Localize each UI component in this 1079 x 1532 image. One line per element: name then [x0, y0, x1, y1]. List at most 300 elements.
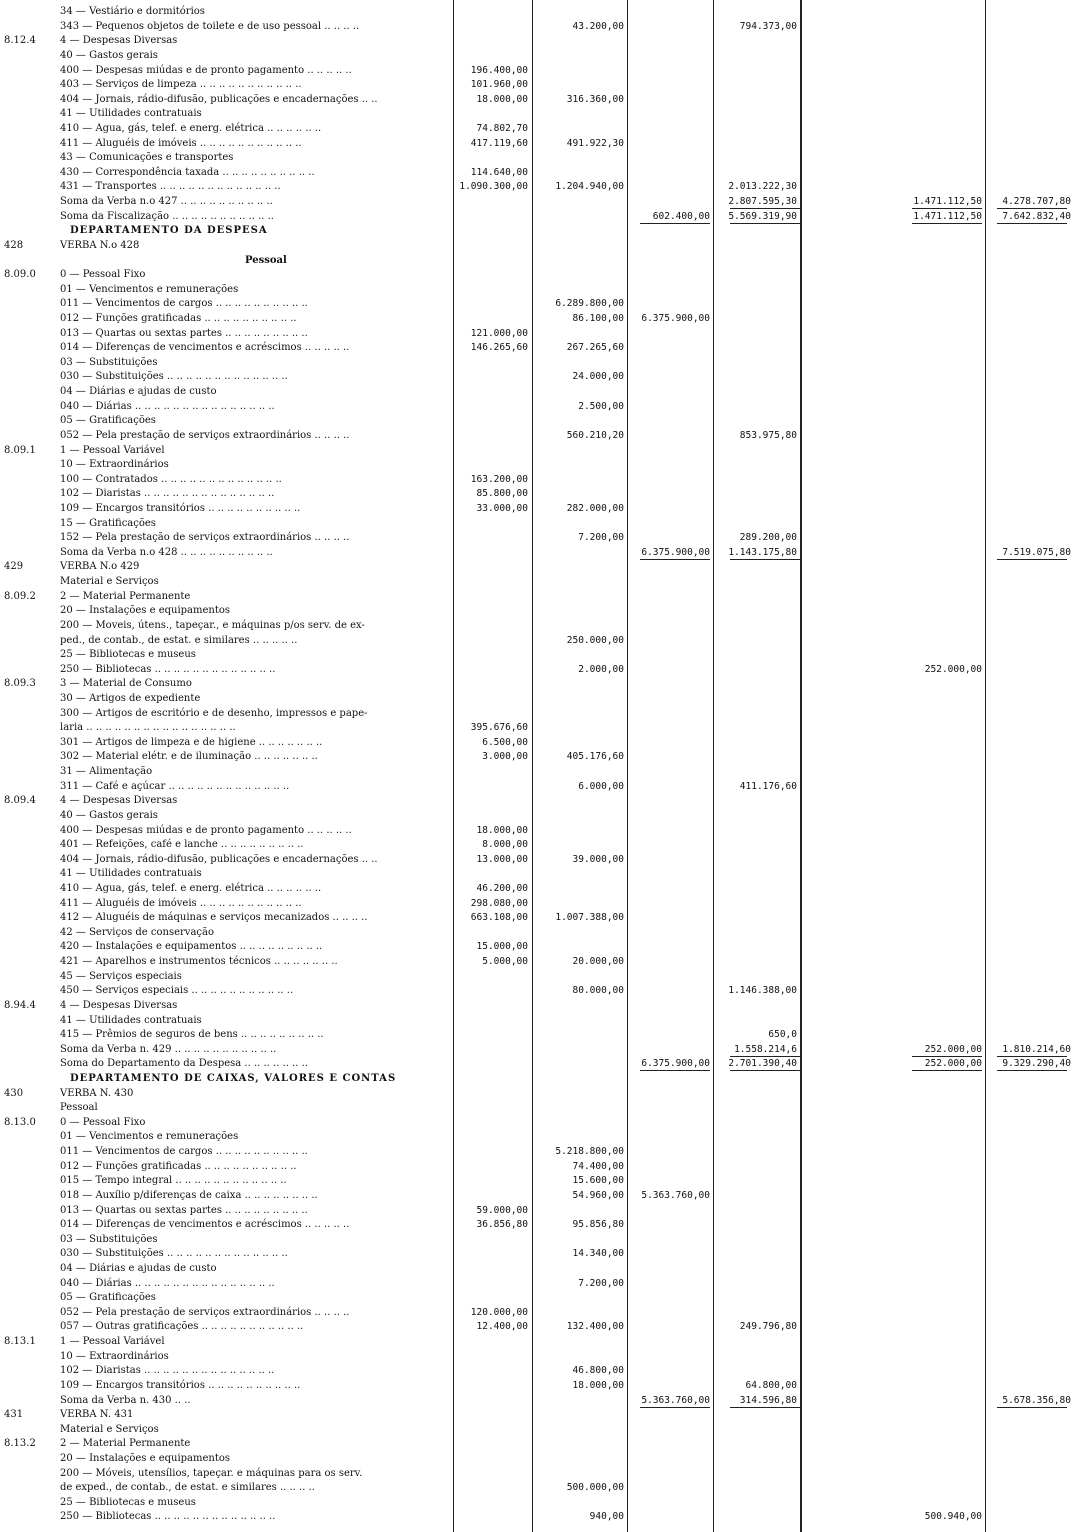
ledger-row [0, 825, 1079, 836]
amount-c3: 6.375.900,00 [641, 312, 710, 324]
ledger-row [0, 94, 1079, 105]
item-description: 430 — Correspondência taxada .. .. .. .. .. .. .. .. .. .. [60, 166, 315, 178]
ledger-row [0, 1102, 1079, 1113]
item-description: 05 — Gratificações [60, 1292, 156, 1304]
item-description: 040 — Diárias .. .. .. .. .. .. .. .. .. .. .. .. .. .. .. [60, 1277, 275, 1289]
item-description: 404 — Jornais, rádio-difusão, publicações e encadernações .. .. [60, 853, 378, 865]
item-description: 014 — Diferenças de vencimentos e acréscimos .. .. .. .. .. [60, 342, 350, 354]
ledger-row [0, 1029, 1079, 1040]
amount-c1: 6.500,00 [482, 736, 528, 748]
item-description: 40 — Gastos gerais [60, 49, 158, 61]
ledger-row [0, 401, 1079, 412]
ledger-row [0, 591, 1079, 602]
item-description: VERBA N. 431 [60, 1409, 134, 1421]
ledger-row [0, 1351, 1079, 1362]
amount-c7: 9.329.290,40 [1002, 1058, 1071, 1070]
amount-c1: 15.000,00 [476, 941, 528, 953]
item-description: Soma da Verba n.o 427 .. .. .. .. .. .. .. .. .. .. [60, 196, 273, 207]
ledger-row [0, 1146, 1079, 1157]
ledger-row [0, 678, 1079, 689]
item-description: 450 — Serviços especiais .. .. .. .. .. .. .. .. .. .. .. [60, 985, 294, 997]
amount-c2: 6.289.800,00 [555, 298, 624, 310]
amount-c1: 1.090.300,00 [459, 181, 528, 193]
ledger-row [0, 1044, 1079, 1055]
item-description: 420 — Instalações e equipamentos .. .. .. .. .. .. .. .. .. [60, 941, 323, 953]
amount-c2: 15.600,00 [572, 1175, 624, 1187]
ledger-row [0, 1336, 1079, 1347]
amount-c1: 59.000,00 [476, 1204, 528, 1216]
item-description: 011 — Vencimentos de cargos .. .. .. .. .. .. .. .. .. .. [60, 1146, 308, 1157]
ledger-row [0, 152, 1079, 163]
item-description: 410 — Agua, gás, telef. e energ. elétrica .. .. .. .. .. .. [60, 882, 322, 894]
amount-c1: 33.000,00 [476, 502, 528, 514]
amount-c2: 7.200,00 [578, 1277, 624, 1289]
ledger-row [0, 518, 1079, 529]
item-description: 400 — Despesas miúdas e de pronto pagamento .. .. .. .. .. [60, 824, 352, 836]
total-rule [640, 559, 710, 560]
item-description: 1 — Pessoal Variável [60, 444, 165, 456]
ledger-row [0, 21, 1079, 32]
ledger-row [0, 1365, 1079, 1376]
item-description: 01 — Vencimentos e remunerações [60, 283, 239, 295]
ledger-row [0, 65, 1079, 76]
ledger-row [0, 1161, 1079, 1172]
ledger-row [0, 1292, 1079, 1303]
amount-c1: 395.676,60 [470, 722, 528, 734]
ledger-row [0, 371, 1079, 382]
amount-c4: 249.796,80 [739, 1321, 797, 1333]
ledger-row [0, 269, 1079, 280]
ledger-row [0, 167, 1079, 178]
item-description: 04 — Diárias e ajudas de custo [60, 1262, 217, 1274]
ledger-row [0, 898, 1079, 909]
amount-c4: 411.176,60 [739, 780, 797, 792]
ledger-row [0, 415, 1079, 426]
item-description: 100 — Contratados .. .. .. .. .. .. .. .. .. .. .. .. .. [60, 473, 282, 485]
amount-c6: 252.000,00 [924, 663, 982, 675]
account-code: 8.13.0 [4, 1116, 36, 1128]
amount-c2: 267.265,60 [566, 342, 624, 354]
item-description: 250 — Bibliotecas .. .. .. .. .. .. .. .. .. .. .. .. .. [60, 1511, 276, 1523]
item-description: 012 — Funções gratificadas .. .. .. .. .. .. .. .. .. .. [60, 1160, 297, 1172]
account-code: 8.09.0 [4, 269, 36, 281]
item-description: 05 — Gratificações [60, 415, 156, 427]
amount-c6: 1.471.112,50 [913, 196, 982, 207]
account-code: 429 [4, 561, 24, 573]
account-code: 430 [4, 1087, 24, 1099]
ledger-row [0, 1234, 1079, 1245]
ledger-row [0, 1438, 1079, 1449]
item-description: 03 — Substituições [60, 1233, 158, 1245]
amount-c2: 18.000,00 [572, 1379, 624, 1391]
ledger-row [0, 255, 1079, 266]
ledger-row [0, 854, 1079, 865]
account-code: 8.09.3 [4, 678, 36, 690]
item-description: 311 — Café e açúcar .. .. .. .. .. .. .. .. .. .. .. .. .. [60, 780, 290, 792]
item-description: 421 — Aparelhos e instrumentos técnicos .. .. .. .. .. .. .. [60, 956, 338, 967]
amount-c7: 7.642.832,40 [1002, 210, 1071, 222]
ledger-row [0, 810, 1079, 821]
amount-c7: 5.678.356,80 [1002, 1394, 1071, 1406]
item-description: 20 — Instalações e equipamentos [60, 1452, 231, 1464]
amount-c1: 417.119,60 [470, 137, 528, 149]
item-description: 41 — Utilidades contratuais [60, 1014, 202, 1026]
item-description: 400 — Despesas miúdas e de pronto pagamento .. .. .. .. .. [60, 64, 352, 76]
amount-c6: 252.000,00 [924, 1043, 982, 1055]
amount-c4: 2.701.390,40 [728, 1058, 797, 1070]
amount-c4: 1.558.214,6 [734, 1043, 797, 1055]
item-description: 25 — Bibliotecas e museus [60, 649, 196, 661]
amount-c7: 1.810.214,60 [1002, 1043, 1071, 1055]
amount-c6: 500.940,00 [924, 1511, 982, 1523]
total-rule [640, 223, 710, 224]
amount-c1: 114.640,00 [470, 166, 528, 178]
ledger-row [0, 430, 1079, 441]
ledger-row [0, 883, 1079, 894]
account-code: 8.09.1 [4, 444, 36, 456]
ledger-row [0, 795, 1079, 806]
amount-c1: 3.000,00 [482, 751, 528, 763]
amount-c3: 6.375.900,00 [641, 546, 710, 558]
ledger-row [0, 1205, 1079, 1216]
item-description: 109 — Encargos transitórios .. .. .. .. .. .. .. .. .. .. [60, 1379, 301, 1391]
amount-c2: 74.400,00 [572, 1160, 624, 1172]
department-title: DEPARTAMENTO DA DESPESA [70, 225, 268, 237]
ledger-row [0, 298, 1079, 309]
ledger-row [0, 6, 1079, 17]
ledger-row [0, 1219, 1079, 1230]
item-description: Soma do Departamento da Despesa .. .. .. .. .. .. .. [60, 1058, 308, 1070]
item-description: 302 — Material elétr. e de iluminação .. .. .. .. .. .. .. [60, 751, 318, 763]
ledger-row [0, 386, 1079, 397]
item-description: Material e Serviços [60, 1423, 159, 1435]
amount-c4: 853.975,80 [739, 429, 797, 441]
amount-c1: 5.000,00 [482, 956, 528, 967]
account-code: 431 [4, 1409, 24, 1421]
amount-c2: 6.000,00 [578, 780, 624, 792]
amount-c4: 1.146.388,00 [728, 985, 797, 997]
total-rule [997, 1070, 1067, 1071]
ledger-row [0, 576, 1079, 587]
amount-c4: 5.569.319,90 [728, 210, 797, 222]
ledger-row [0, 342, 1079, 353]
ledger-row [0, 1263, 1079, 1274]
amount-c1: 46.200,00 [476, 882, 528, 894]
amount-c3: 6.375.900,00 [641, 1058, 710, 1070]
account-code: 8.09.4 [4, 795, 36, 807]
ledger-row [0, 503, 1079, 514]
amount-c2: 14.340,00 [572, 1248, 624, 1260]
amount-c3: 5.363.760,00 [641, 1189, 710, 1201]
item-description: 415 — Prêmios de seguros de bens .. .. .. .. .. .. .. .. .. [60, 1029, 324, 1041]
item-description: de exped., de contab., de estat. e similares .. .. .. .. [60, 1482, 315, 1494]
ledger-row [0, 284, 1079, 295]
item-description: 10 — Extraordinários [60, 1350, 169, 1362]
total-rule [730, 223, 800, 224]
total-rule [730, 1407, 800, 1408]
amount-c2: 95.856,80 [572, 1219, 624, 1231]
amount-c2: 39.000,00 [572, 853, 624, 865]
ledger-row [0, 123, 1079, 134]
item-description: 45 — Serviços especiais [60, 970, 182, 982]
amount-c2: 2.000,00 [578, 663, 624, 675]
ledger-row [0, 1511, 1079, 1522]
ledger-row [0, 1088, 1079, 1099]
item-description: 15 — Gratificações [60, 517, 156, 529]
item-description: 411 — Aluguéis de imóveis .. .. .. .. .. .. .. .. .. .. .. [60, 137, 302, 149]
ledger-row [0, 1307, 1079, 1318]
ledger-row [0, 1073, 1079, 1084]
amount-c6: 1.471.112,50 [913, 210, 982, 222]
total-rule [730, 559, 800, 560]
total-rule [997, 559, 1067, 560]
amount-c2: 1.007.388,00 [555, 912, 624, 924]
ledger-row [0, 941, 1079, 952]
item-description: 052 — Pela prestação de serviços extraordinários .. .. .. .. [60, 1306, 350, 1318]
total-rule [730, 1070, 800, 1071]
ledger-row [0, 138, 1079, 149]
item-description: 01 — Vencimentos e remunerações [60, 1131, 239, 1143]
item-description: 052 — Pela prestação de serviços extraordinários .. .. .. .. [60, 429, 350, 441]
ledger-row [0, 1278, 1079, 1289]
account-code: 8.13.2 [4, 1438, 36, 1450]
amount-c4: 1.143.175,80 [728, 546, 797, 558]
ledger-row [0, 108, 1079, 119]
account-code: 8.94.4 [4, 999, 36, 1011]
item-description: 3 — Material de Consumo [60, 678, 192, 690]
amount-c4: 650,0 [768, 1029, 797, 1041]
item-description: 012 — Funções gratificadas .. .. .. .. .. .. .. .. .. .. [60, 312, 297, 324]
item-description: 25 — Bibliotecas e museus [60, 1496, 196, 1508]
ledger-row [0, 561, 1079, 572]
amount-c1: 85.800,00 [476, 488, 528, 500]
item-description: 0 — Pessoal Fixo [60, 269, 146, 281]
ledger-row [0, 766, 1079, 777]
amount-c4: 64.800,00 [745, 1379, 797, 1391]
amount-c2: 491.922,30 [566, 137, 624, 149]
amount-c2: 7.200,00 [578, 532, 624, 544]
ledger-row [0, 1409, 1079, 1420]
ledger-row [0, 532, 1079, 543]
amount-c2: 132.400,00 [566, 1321, 624, 1333]
item-description: 403 — Serviços de limpeza .. .. .. .. .. .. .. .. .. .. .. [60, 79, 302, 91]
item-description: 431 — Transportes .. .. .. .. .. .. .. .. .. .. .. .. .. [60, 181, 281, 193]
amount-c3: 5.363.760,00 [641, 1394, 710, 1406]
item-description: 2 — Material Permanente [60, 1438, 191, 1450]
total-rule [730, 208, 800, 209]
ledger-row [0, 693, 1079, 704]
ledger-row [0, 474, 1079, 485]
amount-c1: 121.000,00 [470, 327, 528, 339]
amount-c3: 602.400,00 [652, 210, 710, 222]
amount-c1: 663.108,00 [470, 912, 528, 924]
total-rule [730, 1056, 800, 1057]
total-rule [640, 1407, 710, 1408]
ledger-row [0, 1482, 1079, 1493]
ledger-row [0, 196, 1079, 207]
item-description: 343 — Pequenos objetos de toilete e de uso pessoal .. .. .. .. [60, 20, 360, 32]
ledger-row [0, 459, 1079, 470]
total-rule [912, 1056, 982, 1057]
department-title: DEPARTAMENTO DE CAIXAS, VALORES E CONTAS [70, 1072, 397, 1084]
total-rule [912, 208, 982, 209]
ledger-row [0, 912, 1079, 923]
item-description: 2 — Material Permanente [60, 590, 191, 602]
amount-c2: 500.000,00 [566, 1482, 624, 1494]
amount-c2: 43.200,00 [572, 20, 624, 32]
item-description: 013 — Quartas ou sextas partes .. .. .. .. .. .. .. .. .. [60, 1204, 308, 1216]
ledger-row [0, 722, 1079, 733]
amount-c7: 7.519.075,80 [1002, 546, 1071, 558]
total-rule [912, 1070, 982, 1071]
ledger-row [0, 971, 1079, 982]
total-rule [997, 1056, 1067, 1057]
item-description: 109 — Encargos transitórios .. .. .. .. .. .. .. .. .. .. [60, 502, 301, 514]
ledger-row [0, 1248, 1079, 1259]
ledger-row [0, 664, 1079, 675]
amount-c2: 46.800,00 [572, 1365, 624, 1377]
amount-c1: 8.000,00 [482, 839, 528, 851]
amount-c2: 405.176,60 [566, 751, 624, 763]
ledger-row [0, 1175, 1079, 1186]
ledger-row [0, 211, 1079, 222]
ledger-row [0, 1453, 1079, 1464]
item-description: VERBA N.o 429 [60, 561, 140, 573]
item-description: 057 — Outras gratificações .. .. .. .. .. .. .. .. .. .. .. [60, 1321, 304, 1333]
item-description: 40 — Gastos gerais [60, 809, 158, 821]
ledger-row [0, 649, 1079, 660]
ledger-row [0, 839, 1079, 850]
item-description: 1 — Pessoal Variável [60, 1336, 165, 1347]
ledger-row [0, 1468, 1079, 1479]
item-description: 013 — Quartas ou sextas partes .. .. .. .. .. .. .. .. .. [60, 327, 308, 339]
item-description: 411 — Aluguéis de imóveis .. .. .. .. .. .. .. .. .. .. .. [60, 897, 302, 909]
ledger-row [0, 328, 1079, 339]
amount-c2: 560.210,20 [566, 429, 624, 441]
total-rule [640, 1070, 710, 1071]
ledger-row [0, 1117, 1079, 1128]
amount-c1: 120.000,00 [470, 1306, 528, 1318]
amount-c2: 24.000,00 [572, 371, 624, 383]
amount-c6: 252.000,00 [924, 1058, 982, 1070]
amount-c2: 940,00 [589, 1511, 624, 1523]
total-rule [912, 223, 982, 224]
amount-c2: 2.500,00 [578, 400, 624, 412]
amount-c1: 298.080,00 [470, 897, 528, 909]
ledger-row [0, 1395, 1079, 1406]
ledger-row [0, 1190, 1079, 1201]
item-description: 301 — Artigos de limpeza e de higiene .. .. .. .. .. .. .. [60, 736, 323, 748]
total-rule [997, 223, 1067, 224]
item-description: 41 — Utilidades contratuais [60, 868, 202, 880]
item-description: 030 — Substituições .. .. .. .. .. .. .. .. .. .. .. .. .. [60, 1248, 288, 1260]
ledger-row [0, 635, 1079, 646]
item-description: 200 — Moveis, útens., tapeçar., e máquinas p/os serv. de ex- [60, 619, 365, 631]
ledger-row [0, 751, 1079, 762]
amount-c4: 2.013.222,30 [728, 181, 797, 193]
item-description: 4 — Despesas Diversas [60, 35, 178, 47]
amount-c2: 5.218.800,00 [555, 1146, 624, 1157]
item-description: Material e Serviços [60, 576, 159, 587]
ledger-row [0, 985, 1079, 996]
item-description: 250 — Bibliotecas .. .. .. .. .. .. .. .. .. .. .. .. .. [60, 663, 276, 675]
item-description: Pessoal [60, 1102, 98, 1114]
amount-c1: 163.200,00 [470, 473, 528, 485]
amount-c2: 1.204.940,00 [555, 181, 624, 193]
ledger-row [0, 868, 1079, 879]
ledger-row [0, 620, 1079, 631]
item-description: 011 — Vencimentos de cargos .. .. .. .. .. .. .. .. .. .. [60, 298, 308, 310]
ledger-row [0, 1000, 1079, 1011]
item-description: 404 — Jornais, rádio-difusão, publicações e encadernações .. .. [60, 93, 378, 105]
item-description: 200 — Móveis, utensílios, tapeçar. e máquinas para os serv. [60, 1467, 363, 1479]
item-description: ped., de contab., de estat. e similares .. .. .. .. .. [60, 634, 298, 646]
ledger-row [0, 1015, 1079, 1026]
amount-c2: 54.960,00 [572, 1189, 624, 1201]
item-description: VERBA N.o 428 [60, 239, 140, 251]
ledger-row [0, 225, 1079, 236]
item-description: 20 — Instalações e equipamentos [60, 605, 231, 617]
item-description: 300 — Artigos de escritório e de desenho, impressos e pape- [60, 707, 368, 719]
item-description: 03 — Substituições [60, 356, 158, 368]
amount-c4: 289.200,00 [739, 532, 797, 544]
item-description: 030 — Substituições .. .. .. .. .. .. .. .. .. .. .. .. .. [60, 371, 288, 383]
item-description: Soma da Verba n. 430 .. .. [60, 1394, 191, 1406]
account-code: 8.13.1 [4, 1336, 36, 1347]
item-description: 0 — Pessoal Fixo [60, 1116, 146, 1128]
ledger-row [0, 708, 1079, 719]
ledger-row [0, 357, 1079, 368]
ledger-row [0, 50, 1079, 61]
item-description: 30 — Artigos de expediente [60, 692, 201, 704]
item-description: 410 — Agua, gás, telef. e energ. elétrica .. .. .. .. .. .. [60, 122, 322, 134]
item-description: laria .. .. .. .. .. .. .. .. .. .. .. .. .. .. .. .. [60, 722, 236, 734]
item-description: 31 — Alimentação [60, 766, 153, 777]
item-description: 412 — Aluguéis de máquinas e serviços mecanizados .. .. .. .. [60, 912, 368, 924]
account-code: 428 [4, 239, 24, 251]
item-description: 4 — Despesas Diversas [60, 999, 178, 1011]
item-description: 102 — Diaristas .. .. .. .. .. .. .. .. .. .. .. .. .. .. [60, 488, 275, 500]
ledger-row [0, 1497, 1079, 1508]
item-description: 42 — Serviços de conservação [60, 926, 214, 938]
total-rule [997, 208, 1067, 209]
amount-c2: 80.000,00 [572, 985, 624, 997]
ledger-row [0, 79, 1079, 90]
item-description: 018 — Auxílio p/diferenças de caixa .. .. .. .. .. .. .. .. [60, 1189, 318, 1201]
ledger-row [0, 240, 1079, 251]
ledger-row [0, 445, 1079, 456]
account-code: 8.09.2 [4, 590, 36, 602]
item-description: 04 — Diárias e ajudas de custo [60, 386, 217, 397]
ledger-row [0, 488, 1079, 499]
ledger-row [0, 181, 1079, 192]
amount-c4: 794.373,00 [739, 20, 797, 32]
amount-c7: 4.278.707,80 [1002, 196, 1071, 207]
ledger-row [0, 781, 1079, 792]
item-description: 34 — Vestiário e dormitórios [60, 6, 205, 17]
amount-c4: 2.807.595,30 [728, 196, 797, 207]
item-description: 401 — Refeições, café e lanche .. .. .. .. .. .. .. .. .. [60, 839, 304, 851]
amount-c1: 18.000,00 [476, 93, 528, 105]
section-subtitle: Pessoal [245, 254, 287, 266]
item-description: 014 — Diferenças de vencimentos e acréscimos .. .. .. .. .. [60, 1219, 350, 1231]
amount-c4: 314.596,80 [739, 1394, 797, 1406]
ledger-row [0, 956, 1079, 967]
amount-c1: 12.400,00 [476, 1321, 528, 1333]
item-description: VERBA N. 430 [60, 1087, 134, 1099]
amount-c1: 146.265,60 [470, 342, 528, 354]
item-description: Soma da Verba n.o 428 .. .. .. .. .. .. .. .. .. .. [60, 546, 273, 558]
